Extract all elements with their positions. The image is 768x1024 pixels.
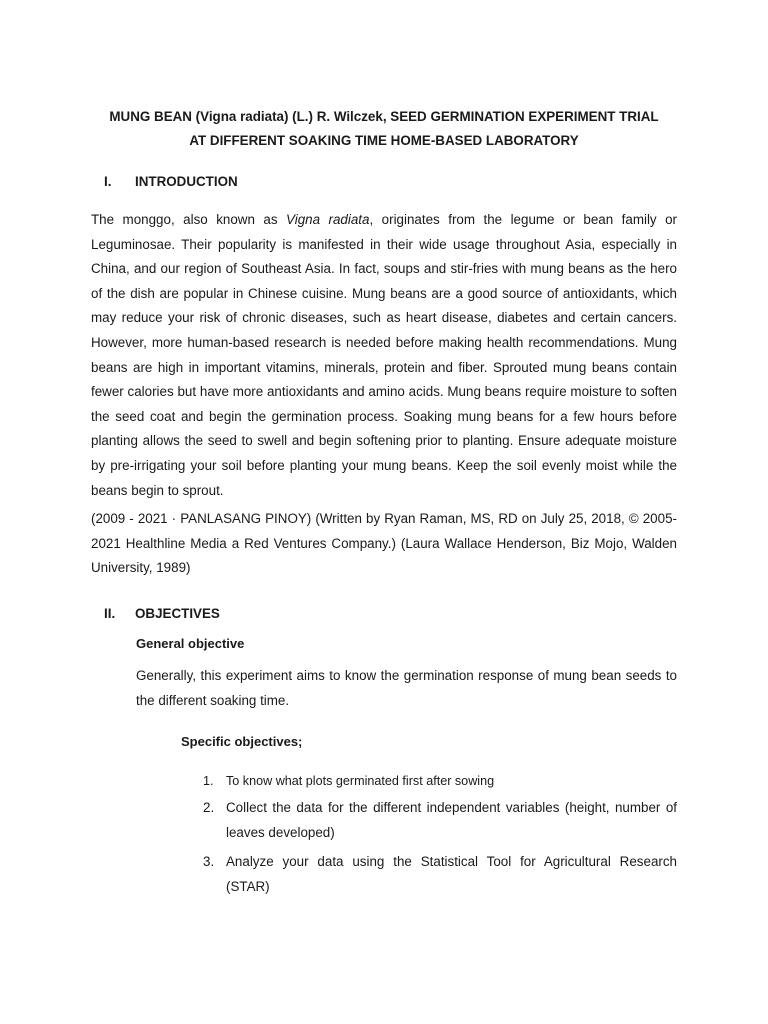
list-item: [203, 795, 677, 845]
list-item-number: 1.: [203, 774, 214, 788]
list-item: [203, 849, 677, 899]
document-title-line-2: AT DIFFERENT SOAKING TIME HOME-BASED LABORATORY: [189, 133, 579, 148]
general-objective-text: Generally, this experiment aims to know the germination response of mung bean seeds to the different soaking time.: [136, 668, 677, 708]
intro-text-rest: , originates from the legume or bean family or Leguminosae. Their popularity is manifested in their wide usage throughout Asia, especially in China, and our region of Southeast Asia. In fact, soups and stir-fries with mung beans as the hero of the dish are popular in Chinese cuisine. Mung beans are a good source of antioxidants, which may reduce your risk of chronic diseases, such as heart disease, diabetes and certain cancers. However, more human-based research is needed before making health recommendations. Mung beans are high in important vitamins, minerals, protein and fiber. Sprouted mung beans contain fewer calories but have more antioxidants and amino acids. Mung beans require moisture to soften the seed coat and begin the germination process. Soaking mung beans for a few hours before planting allows the seed to swell and begin softening prior to planting. Ensure adequate moisture by pre-irrigating your soil before planting your mung beans. Keep the soil evenly moist while the beans begin to sprout.: [91, 212, 678, 498]
document-title-line-1: MUNG BEAN (Vigna radiata) (L.) R. Wilczek, SEED GERMINATION EXPERIMENT TRIAL: [109, 109, 659, 124]
list-item-text: To know what plots germinated first after sowing: [226, 774, 495, 788]
species-name: Vigna radiata: [286, 212, 370, 227]
introduction-citation: (2009 - 2021 · PANLASANG PINOY) (Written by Ryan Raman, MS, RD on July 25, 2018, © 2005-2021 Healthline Media a Red Ventures Company.) (Laura Wallace Henderson, Biz Mojo, Walden University, 1989): [91, 511, 677, 576]
general-objective-heading: General objective: [136, 636, 245, 651]
list-item-number: 3.: [203, 854, 215, 869]
list-item-text: Analyze your data using the Statistical Tool for Agricultural Research (STAR): [226, 854, 677, 894]
list-item-number: 2.: [203, 800, 215, 815]
section-title: INTRODUCTION: [135, 174, 238, 189]
intro-text-start: The monggo, also known as: [91, 212, 287, 227]
introduction-paragraph: [91, 208, 677, 503]
specific-objectives-heading: Specific objectives;: [181, 734, 303, 749]
section-title: OBJECTIVES: [135, 606, 220, 621]
list-item: [203, 769, 677, 794]
section-heading-introduction: [104, 172, 404, 192]
section-number: II.: [104, 606, 116, 621]
section-number: I.: [104, 174, 112, 189]
section-heading-objectives: [104, 604, 404, 624]
list-item-text: Collect the data for the different independent variables (height, number of leaves developed): [226, 800, 677, 840]
